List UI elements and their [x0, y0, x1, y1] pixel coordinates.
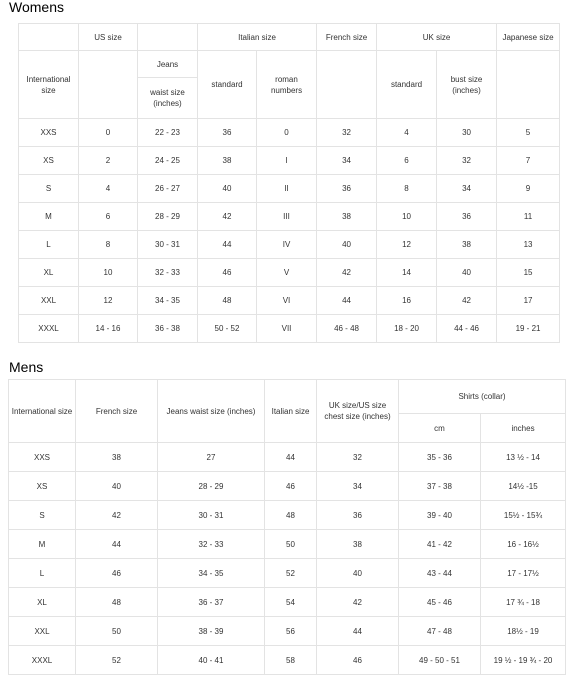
table-cell: 13 — [497, 231, 560, 259]
table-cell: XXL — [9, 617, 76, 646]
bust-size-header: bust size (inches) — [437, 51, 497, 119]
jeans-waist-header: Jeans waist size (inches) — [158, 380, 265, 443]
table-cell: 44 — [317, 617, 399, 646]
mens-heading: Mens — [9, 359, 44, 375]
table-cell: 34 — [317, 472, 399, 501]
table-cell: II — [257, 175, 317, 203]
table-cell: 44 - 46 — [437, 315, 497, 343]
table-row — [19, 287, 560, 315]
italian-size-header: Italian size — [265, 380, 317, 443]
table-cell: 17 - 17½ — [481, 559, 566, 588]
table-cell: 27 — [158, 443, 265, 472]
table-cell: XXXL — [19, 315, 79, 343]
table-cell: 32 - 33 — [138, 259, 198, 287]
table-cell: VII — [257, 315, 317, 343]
table-row — [19, 119, 560, 147]
table-cell: 52 — [265, 559, 317, 588]
table-cell: VI — [257, 287, 317, 315]
womens-heading: Womens — [9, 0, 64, 15]
uk-us-chest-header: UK size/US size chest size (inches) — [317, 380, 399, 443]
table-cell: 38 - 39 — [158, 617, 265, 646]
table-cell: 48 — [265, 501, 317, 530]
table-cell: 37 - 38 — [399, 472, 481, 501]
table-cell: 18 - 20 — [377, 315, 437, 343]
table-cell: 28 - 29 — [138, 203, 198, 231]
uk-size-header: UK size — [377, 24, 497, 51]
table-cell: I — [257, 147, 317, 175]
table-cell: 34 - 35 — [138, 287, 198, 315]
table-cell: 40 — [437, 259, 497, 287]
table-cell: 42 — [317, 588, 399, 617]
table-cell: 14 - 16 — [79, 315, 138, 343]
table-cell: 45 - 46 — [399, 588, 481, 617]
empty-header-cell — [138, 24, 198, 51]
table-cell: 17 — [497, 287, 560, 315]
table-row — [9, 501, 566, 530]
table-cell: 52 — [76, 646, 158, 675]
table-row — [19, 203, 560, 231]
table-cell: 36 - 38 — [138, 315, 198, 343]
table-cell: 42 — [198, 203, 257, 231]
empty-header-cell — [497, 51, 560, 119]
table-cell: 10 — [377, 203, 437, 231]
table-cell: 14½ -15 — [481, 472, 566, 501]
italian-size-header: Italian size — [198, 24, 317, 51]
table-cell: 48 — [198, 287, 257, 315]
international-size-header: International size — [19, 51, 79, 119]
table-cell: 10 — [79, 259, 138, 287]
table-cell: 46 — [265, 472, 317, 501]
table-cell: 36 — [317, 501, 399, 530]
table-cell: 41 - 42 — [399, 530, 481, 559]
table-cell: 34 — [437, 175, 497, 203]
table-cell: 14 — [377, 259, 437, 287]
table-cell: 35 - 36 — [399, 443, 481, 472]
empty-header-cell — [79, 51, 138, 119]
table-cell: 11 — [497, 203, 560, 231]
table-cell: 16 — [377, 287, 437, 315]
table-cell: XS — [19, 147, 79, 175]
table-cell: 50 — [265, 530, 317, 559]
table-cell: III — [257, 203, 317, 231]
table-cell: 49 - 50 - 51 — [399, 646, 481, 675]
table-cell: 54 — [265, 588, 317, 617]
table-cell: 26 - 27 — [138, 175, 198, 203]
table-row — [9, 443, 566, 472]
table-cell: 58 — [265, 646, 317, 675]
table-cell: 15½ - 15¾ — [481, 501, 566, 530]
table-cell: 2 — [79, 147, 138, 175]
table-row — [9, 530, 566, 559]
table-row — [9, 617, 566, 646]
table-cell: 42 — [76, 501, 158, 530]
table-cell: XL — [9, 588, 76, 617]
table-cell: 6 — [79, 203, 138, 231]
table-cell: 30 — [437, 119, 497, 147]
table-cell: M — [9, 530, 76, 559]
womens-header-row-1 — [19, 24, 560, 51]
table-cell: 9 — [497, 175, 560, 203]
table-cell: 50 — [76, 617, 158, 646]
table-cell: 40 — [317, 559, 399, 588]
table-cell: 46 — [76, 559, 158, 588]
table-cell: 8 — [79, 231, 138, 259]
table-cell: 32 — [317, 443, 399, 472]
table-row — [19, 259, 560, 287]
table-cell: 38 — [437, 231, 497, 259]
japanese-size-header: Japanese size — [497, 24, 560, 51]
table-cell: 40 — [198, 175, 257, 203]
table-cell: M — [19, 203, 79, 231]
table-cell: XL — [19, 259, 79, 287]
table-cell: 12 — [79, 287, 138, 315]
table-cell: 30 - 31 — [138, 231, 198, 259]
roman-numbers-header: roman numbers — [257, 51, 317, 119]
table-cell: 19 - 21 — [497, 315, 560, 343]
table-cell: 46 — [317, 646, 399, 675]
table-cell: 44 — [265, 443, 317, 472]
table-cell: 38 — [317, 203, 377, 231]
international-size-header: International size — [9, 380, 76, 443]
table-cell: 40 — [76, 472, 158, 501]
table-cell: 0 — [79, 119, 138, 147]
table-cell: 36 — [317, 175, 377, 203]
table-cell: 34 — [317, 147, 377, 175]
table-cell: 7 — [497, 147, 560, 175]
table-cell: 36 - 37 — [158, 588, 265, 617]
table-cell: 47 - 48 — [399, 617, 481, 646]
table-cell: 56 — [265, 617, 317, 646]
table-cell: 4 — [79, 175, 138, 203]
womens-size-table — [18, 23, 560, 343]
table-cell: L — [9, 559, 76, 588]
table-cell: 32 — [317, 119, 377, 147]
table-cell: L — [19, 231, 79, 259]
table-cell: 5 — [497, 119, 560, 147]
table-cell: 22 - 23 — [138, 119, 198, 147]
table-cell: 30 - 31 — [158, 501, 265, 530]
table-cell: 28 - 29 — [158, 472, 265, 501]
table-row — [9, 559, 566, 588]
table-cell: 32 — [437, 147, 497, 175]
waist-size-header: waist size (inches) — [138, 78, 198, 119]
empty-header-cell — [317, 51, 377, 119]
cm-header: cm — [399, 414, 481, 443]
table-cell: 39 - 40 — [399, 501, 481, 530]
table-row — [19, 231, 560, 259]
table-cell: 13 ½ - 14 — [481, 443, 566, 472]
table-cell: XXXL — [9, 646, 76, 675]
mens-size-table — [8, 379, 566, 675]
table-cell: 46 - 48 — [317, 315, 377, 343]
womens-header-row-2 — [19, 51, 560, 78]
table-row — [19, 315, 560, 343]
empty-header-cell — [19, 24, 79, 51]
table-cell: 0 — [257, 119, 317, 147]
table-cell: 36 — [198, 119, 257, 147]
table-cell: 43 - 44 — [399, 559, 481, 588]
table-row — [9, 588, 566, 617]
shirts-collar-header: Shirts (collar) — [399, 380, 566, 414]
table-cell: 24 - 25 — [138, 147, 198, 175]
table-cell: XXS — [9, 443, 76, 472]
table-cell: XXS — [19, 119, 79, 147]
table-cell: 46 — [198, 259, 257, 287]
mens-header-row-1 — [9, 380, 566, 414]
italian-standard-header: standard — [198, 51, 257, 119]
table-cell: 44 — [317, 287, 377, 315]
table-cell: 38 — [198, 147, 257, 175]
table-cell: S — [9, 501, 76, 530]
table-cell: 42 — [317, 259, 377, 287]
table-cell: 8 — [377, 175, 437, 203]
table-cell: XS — [9, 472, 76, 501]
table-cell: 18½ - 19 — [481, 617, 566, 646]
table-cell: 36 — [437, 203, 497, 231]
table-cell: 19 ½ - 19 ¾ - 20 — [481, 646, 566, 675]
table-row — [9, 646, 566, 675]
french-size-header: French size — [317, 24, 377, 51]
jeans-header: Jeans — [138, 51, 198, 78]
table-cell: S — [19, 175, 79, 203]
us-size-header: US size — [79, 24, 138, 51]
table-row — [19, 147, 560, 175]
table-cell: 44 — [198, 231, 257, 259]
table-cell: V — [257, 259, 317, 287]
table-cell: 44 — [76, 530, 158, 559]
table-cell: 6 — [377, 147, 437, 175]
table-cell: 17 ¾ - 18 — [481, 588, 566, 617]
table-cell: XXL — [19, 287, 79, 315]
table-cell: IV — [257, 231, 317, 259]
table-cell: 38 — [317, 530, 399, 559]
table-row — [9, 472, 566, 501]
table-cell: 50 - 52 — [198, 315, 257, 343]
table-cell: 15 — [497, 259, 560, 287]
uk-standard-header: standard — [377, 51, 437, 119]
table-row — [19, 175, 560, 203]
inches-header: inches — [481, 414, 566, 443]
table-cell: 12 — [377, 231, 437, 259]
table-cell: 16 - 16½ — [481, 530, 566, 559]
table-cell: 48 — [76, 588, 158, 617]
table-cell: 40 - 41 — [158, 646, 265, 675]
table-cell: 40 — [317, 231, 377, 259]
table-cell: 4 — [377, 119, 437, 147]
table-cell: 34 - 35 — [158, 559, 265, 588]
table-cell: 32 - 33 — [158, 530, 265, 559]
table-cell: 38 — [76, 443, 158, 472]
table-cell: 42 — [437, 287, 497, 315]
french-size-header: French size — [76, 380, 158, 443]
